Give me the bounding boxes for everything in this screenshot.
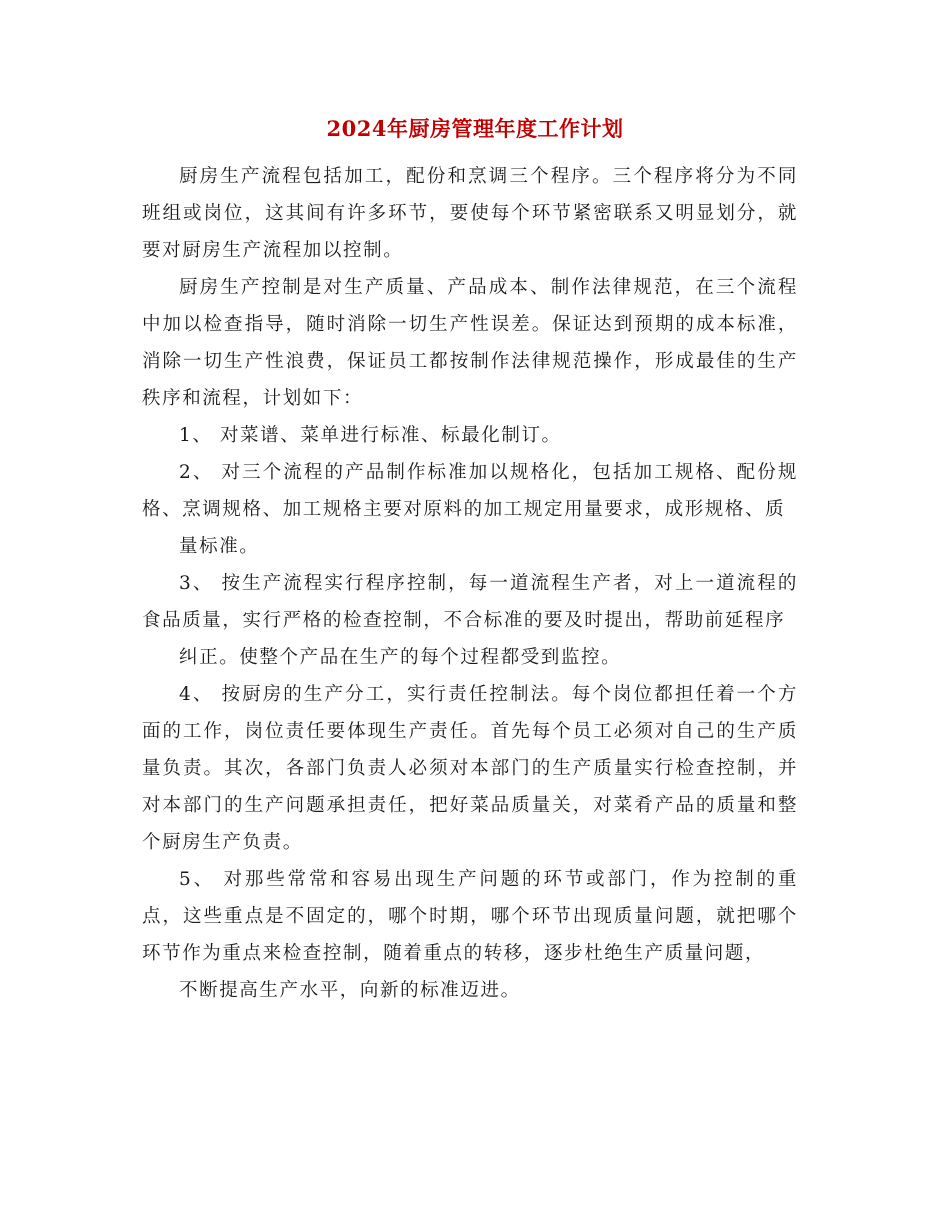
paragraph-control-definition: 厨房生产控制是对生产质量、产品成本、制作法律规范，在三个流程中加以检查指导，随时消除一切生产性误差。保证达到预期的成本标准，消除一切生产性浪费，保证员工都按制作法律规范操作，形成最佳的生产秩序和流程，计划如下： (142, 277, 798, 409)
list-item-5: 5、 对那些常常和容易出现生产问题的环节或部门，作为控制的重点，这些重点是不固定的，哪个时期，哪个环节出现质量问题，就把哪个环节作为重点来检查控制，随着重点的转移，逐步杜绝生产质量问题， (142, 869, 798, 964)
list-item-5-continuation: 不断提高生产水平，向新的标准迈进。 (179, 980, 521, 1001)
list-item-1: 1、 对菜谱、菜单进行标准、标最化制订。 (179, 425, 562, 446)
list-item-3: 3、 按生产流程实行程序控制，每一道流程生产者，对上一道流程的食品质量，实行严格的检查控制，不合标准的要及时提出，帮助前延程序 (142, 573, 798, 631)
document-body (142, 158, 798, 1009)
document-title: 2024年厨房管理年度工作计划 (326, 116, 624, 141)
list-item-3-continuation: 纠正。使整个产品在生产的每个过程都受到监控。 (179, 647, 622, 668)
list-item-2-continuation: 量标准。 (179, 536, 260, 557)
paragraph-intro: 厨房生产流程包括加工，配份和烹调三个程序。三个程序将分为不同班组或岗位，这其间有许多环节，要使每个环节紧密联系又明显划分，就要对厨房生产流程加以控制。 (142, 166, 798, 261)
list-item-2: 2、 对三个流程的产品制作标准加以规格化，包括加工规格、配份规格、烹调规格、加工规格主要对原料的加工规定用量要求，成形规格、质 (142, 462, 798, 520)
list-item-4: 4、 按厨房的生产分工，实行责任控制法。每个岗位都担任着一个方面的工作，岗位责任要体现生产责任。首先每个员工必须对自己的生产质量负责。其次，各部门负责人必须对本部门的生产质量实行检查控制，并对本部门的生产问题承担责任，把好菜品质量关，对菜肴产品的质量和整个厨房生产负责。 (142, 684, 798, 853)
